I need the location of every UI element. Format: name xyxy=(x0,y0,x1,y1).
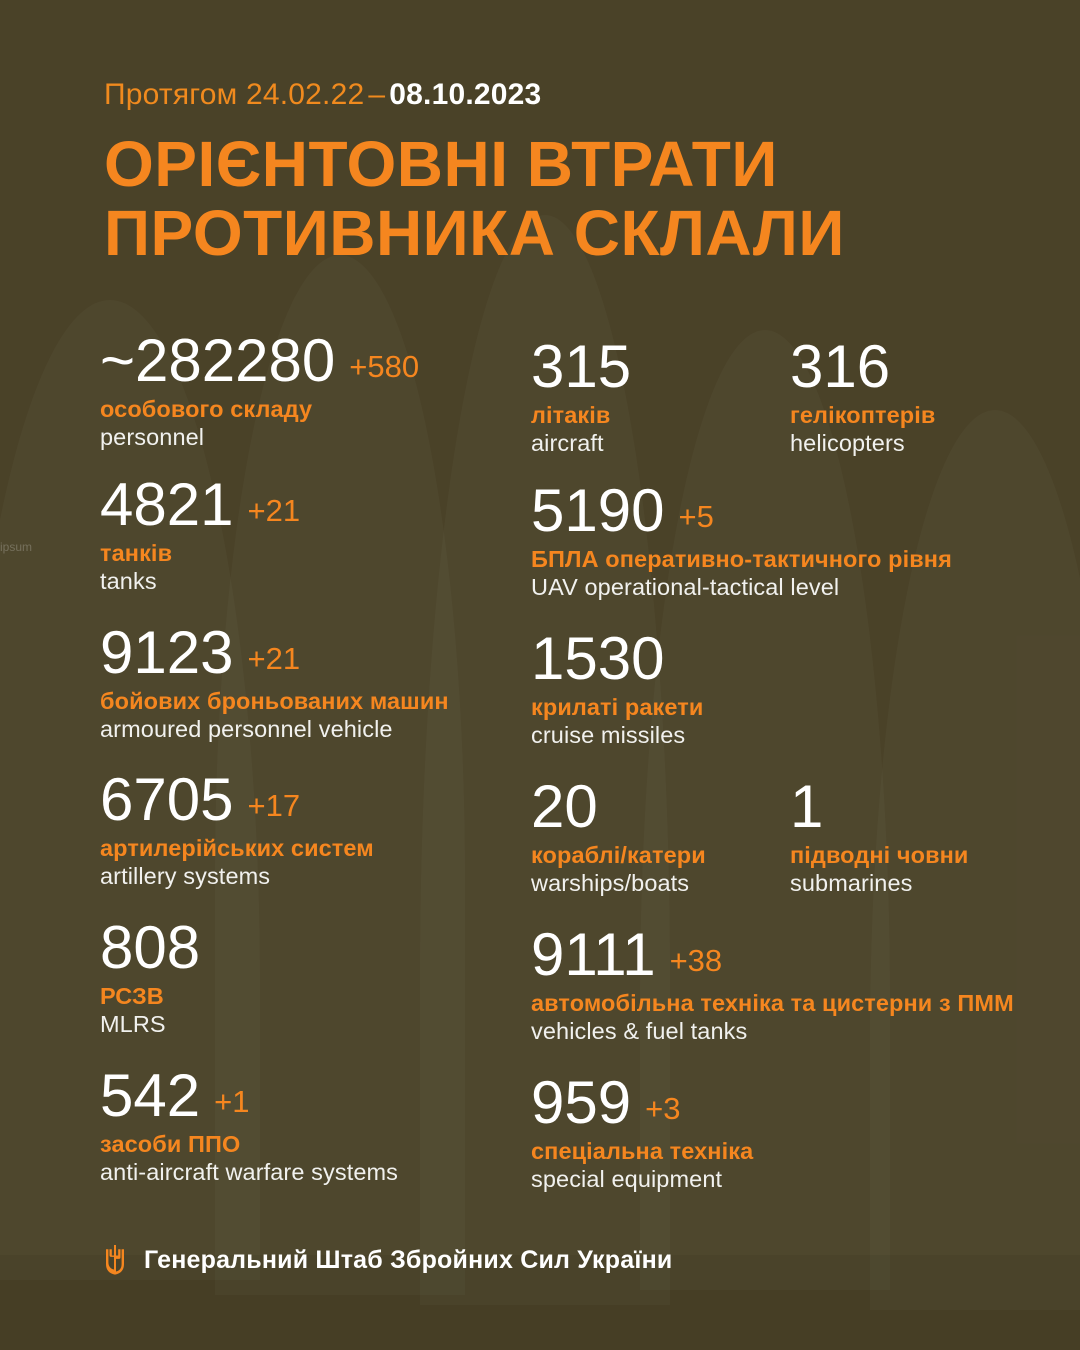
report-date: 08.10.2023 xyxy=(389,78,542,111)
stat-armoured-personnel-vehicle xyxy=(100,619,449,743)
stat-value: 959 xyxy=(531,1069,632,1136)
stat-label-ua: засоби ППО xyxy=(100,1131,241,1158)
stat-helicopters xyxy=(790,333,936,457)
trident-icon xyxy=(104,1245,126,1275)
headline-line-1: ОРІЄНТОВНІ ВТРАТИ xyxy=(104,128,778,200)
stat-value: 808 xyxy=(100,914,201,981)
stat-mlrs xyxy=(100,914,214,1038)
stat-value: 315 xyxy=(531,333,632,400)
stat-delta: +1 xyxy=(214,1084,250,1119)
stat-delta: +580 xyxy=(349,349,420,384)
page-title xyxy=(104,130,845,268)
footer xyxy=(104,1245,672,1275)
stat-value: 9111 xyxy=(531,921,656,988)
watermark-text: ipsum xyxy=(0,540,33,554)
stat-delta: +5 xyxy=(678,499,714,534)
stat-label-en: helicopters xyxy=(790,430,905,457)
stat-label-ua: бойових броньованих машин xyxy=(100,688,449,715)
stat-value: 316 xyxy=(790,333,891,400)
stat-label-en: personnel xyxy=(100,424,205,451)
stat-label-ua: автомобільна техніка та цистерни з ПММ xyxy=(531,990,1014,1017)
stat-label-ua: літаків xyxy=(531,402,611,429)
stat-label-en: anti-aircraft warfare systems xyxy=(100,1159,399,1186)
stat-value: 1 xyxy=(790,773,824,840)
stat-label-ua: танків xyxy=(100,540,173,567)
stat-label-ua: гелікоптерів xyxy=(790,402,936,429)
stat-personnel xyxy=(100,327,420,451)
stat-cruise-missiles xyxy=(531,625,704,749)
stat-label-ua: БПЛА оперативно-тактичного рівня xyxy=(531,546,952,573)
stat-delta: +17 xyxy=(247,788,301,823)
stat-label-en: warships/boats xyxy=(531,870,690,897)
date-dash: – xyxy=(368,78,386,111)
stat-label-ua: підводні човни xyxy=(790,842,969,869)
stat-uav xyxy=(531,477,952,601)
stat-label-ua: особового складу xyxy=(100,396,313,423)
stat-value: 1530 xyxy=(531,625,665,692)
stat-value: ~282280 xyxy=(100,327,336,394)
date-range-prefix: Протягом 24.02.22 xyxy=(104,78,365,111)
date-range-line xyxy=(104,78,541,112)
stat-label-ua: артилерійських систем xyxy=(100,835,374,862)
stat-value: 20 xyxy=(531,773,598,840)
stat-label-ua: крилаті ракети xyxy=(531,694,704,721)
stat-delta: +21 xyxy=(247,641,301,676)
stat-label-en: aircraft xyxy=(531,430,604,457)
stat-artillery-systems xyxy=(100,766,374,890)
stat-label-en: submarines xyxy=(790,870,913,897)
stat-label-ua: РСЗВ xyxy=(100,983,164,1010)
stat-special-equipment xyxy=(531,1069,754,1193)
stat-value: 542 xyxy=(100,1062,201,1129)
stat-anti-aircraft-warfare-systems xyxy=(100,1062,399,1186)
stat-submarines xyxy=(790,773,969,897)
stat-label-ua: спеціальна техніка xyxy=(531,1138,754,1165)
stat-label-en: special equipment xyxy=(531,1166,723,1193)
stat-value: 9123 xyxy=(100,619,234,686)
stat-label-en: cruise missiles xyxy=(531,722,686,749)
stat-label-en: tanks xyxy=(100,568,157,595)
stat-value: 6705 xyxy=(100,766,234,833)
stat-warships-boats xyxy=(531,773,706,897)
stat-aircraft xyxy=(531,333,645,457)
stat-value: 4821 xyxy=(100,471,234,538)
stat-label-en: armoured personnel vehicle xyxy=(100,716,393,743)
stat-tanks xyxy=(100,471,301,595)
stat-label-en: MLRS xyxy=(100,1011,166,1038)
stat-label-en: artillery systems xyxy=(100,863,271,890)
stat-delta: +21 xyxy=(247,493,301,528)
stat-delta: +38 xyxy=(669,943,723,978)
stat-label-ua: кораблі/катери xyxy=(531,842,706,869)
stat-value: 5190 xyxy=(531,477,665,544)
stat-vehicles-fuel-tanks xyxy=(531,921,1014,1045)
stat-delta: +3 xyxy=(645,1091,681,1126)
headline-line-2: ПРОТИВНИКА СКЛАЛИ xyxy=(104,197,845,270)
stat-label-en: vehicles & fuel tanks xyxy=(531,1018,748,1045)
footer-attribution: Генеральний Штаб Збройних Сил України xyxy=(144,1245,673,1274)
stat-label-en: UAV operational-tactical level xyxy=(531,574,840,601)
